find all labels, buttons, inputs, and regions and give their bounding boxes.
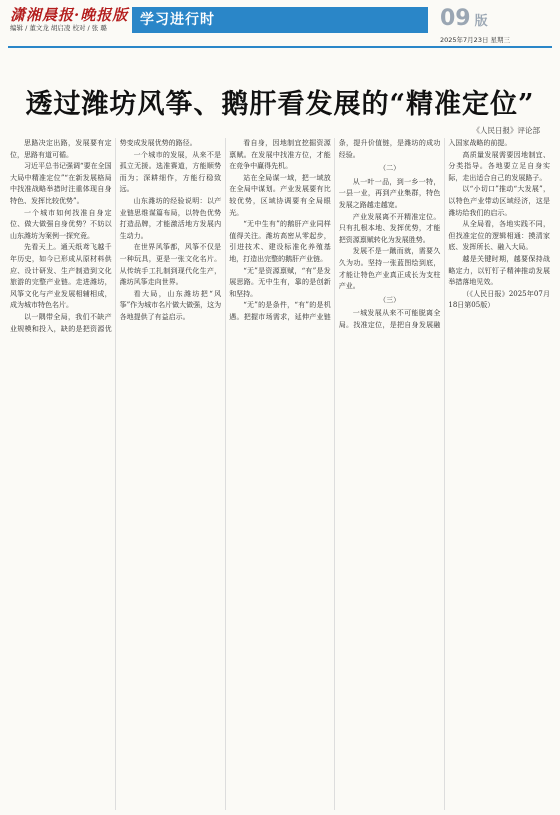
page-number-suffix: 版 <box>474 14 488 29</box>
article-paragraph: 一个城市如何找准自身定位、做大做强自身优势？不妨以山东潍坊为案例一探究竟。 <box>10 208 112 240</box>
article-paragraph: 习近平总书记强调“要在全国大局中精准定位”“在新发展格局中找准战略举措时注重体现自身特色、发挥比较优势”。 <box>10 162 112 205</box>
masthead <box>0 0 560 52</box>
article-paragraph: 看大局，山东潍坊把“风筝”作为城市名片做大做强，这为各地提供了有益启示。 <box>119 289 222 321</box>
editor-credits: 编辑 / 董文龙 胡启凌 校对 / 张 璐 <box>10 24 107 32</box>
article-headline: 透过潍坊风筝、鹅肝看发展的“精准定位” <box>25 89 535 120</box>
article-paragraph: （三） <box>379 295 401 304</box>
article-paragraph: 一个城市的发展，从来不是孤立无援。选准赛道，方能顺势而为；深耕细作，方能行稳致远。 <box>119 150 222 194</box>
article-paragraph: 在世界风筝都，风筝不仅是一种玩具，更是一张文化名片。从传统手工扎制到现代化生产，潍坊风筝走向世界。 <box>119 243 222 287</box>
article-paragraph: 山东潍坊的经验说明：以产业链思维谋篇布局，以特色优势打造品牌，才能激活地方发展内生动力。 <box>119 196 222 240</box>
article-paragraph: “无”是资源禀赋，“有”是发展思路。无中生有，靠的是创新和坚持。 <box>229 266 331 298</box>
article-body <box>10 138 550 810</box>
article-paragraph: 产业发展离不开精准定位。只有扎根本地、发挥优势，才能把资源禀赋转化为发展胜势。 <box>338 212 441 244</box>
article-paragraph: 先看天上。通天纸鸢飞越千年历史，如今已形成从原材料供应、设计研发、生产制造到文化旅游的完整产业链。走进潍坊，风筝文化与产业发展相辅相成，成为城市特色名片。 <box>10 243 112 310</box>
article-paragraph: 发展不是一蹴而就，需要久久为功。坚持一张蓝图绘到底，才能让特色产业真正成长为支柱产业。 <box>338 247 441 291</box>
article-paragraph: 以一隅带全局，我们不缺产业规模和投入，缺的是把资源优势变成发展优势的路径。 <box>10 139 197 333</box>
article-byline: 《人民日报》评论部 <box>472 126 540 135</box>
article-paragraph: 高质量发展需要因地制宜、分类指导。各地要立足自身实际，走出适合自己的发展路子。 <box>448 150 550 182</box>
header-rule <box>8 46 552 48</box>
article-paragraph: 从一叶一品，到一乡一特，一县一业，再到产业集群，特色发展之路越走越宽。 <box>338 177 441 209</box>
issue-date: 2025年7月23日 星期三 <box>440 36 511 44</box>
page-number-digits: 09 <box>440 6 471 31</box>
newspaper-logo: 潇湘晨报·晚报版 <box>10 6 129 24</box>
article-paragraph: 一城发展从来不可能脱离全局。找准定位，是把自身发展融入国家战略的前提。 <box>338 139 512 329</box>
article-paragraph: “无”的是条件，“有”的是机遇。把握市场需求，延伸产业链条，提升价值链，是潍坊的成功经验。 <box>229 139 441 321</box>
article-paragraph: 越是关键时期，越要保持战略定力，以钉钉子精神推动发展举措落地见效。 <box>448 254 550 287</box>
article-paragraph: 看自身，因地制宜挖掘资源禀赋。在发展中找准方位，才能在竞争中赢得先机。 <box>229 139 331 171</box>
article-paragraph: 思路决定出路，发展要有定位，思路有道可循。 <box>10 139 112 159</box>
article-paragraph: 从全局看，各地实践不同，但找准定位的逻辑相通：摸清家底、发挥所长、融入大局。 <box>448 220 550 252</box>
article-paragraph: 站在全局谋一域，把一域放在全局中谋划。产业发展要有比较优势，区域协调要有全局眼光。 <box>229 173 331 217</box>
article-paragraph: “无中生有”的鹅肝产业同样值得关注。潍坊高密从零起步，引进技术、建设标准化养殖基地，打造出完整的鹅肝产业链。 <box>229 220 331 263</box>
article-paragraph: 以“小切口”推动“大发展”，以特色产业带动区域经济，这是潍坊给我们的启示。 <box>448 185 550 217</box>
section-title: 学习进行时 <box>140 12 215 28</box>
article-paragraph: （二） <box>379 164 401 173</box>
page-number <box>440 6 488 31</box>
article-paragraph: （《人民日报》2025年07月18日第05版） <box>448 289 550 310</box>
